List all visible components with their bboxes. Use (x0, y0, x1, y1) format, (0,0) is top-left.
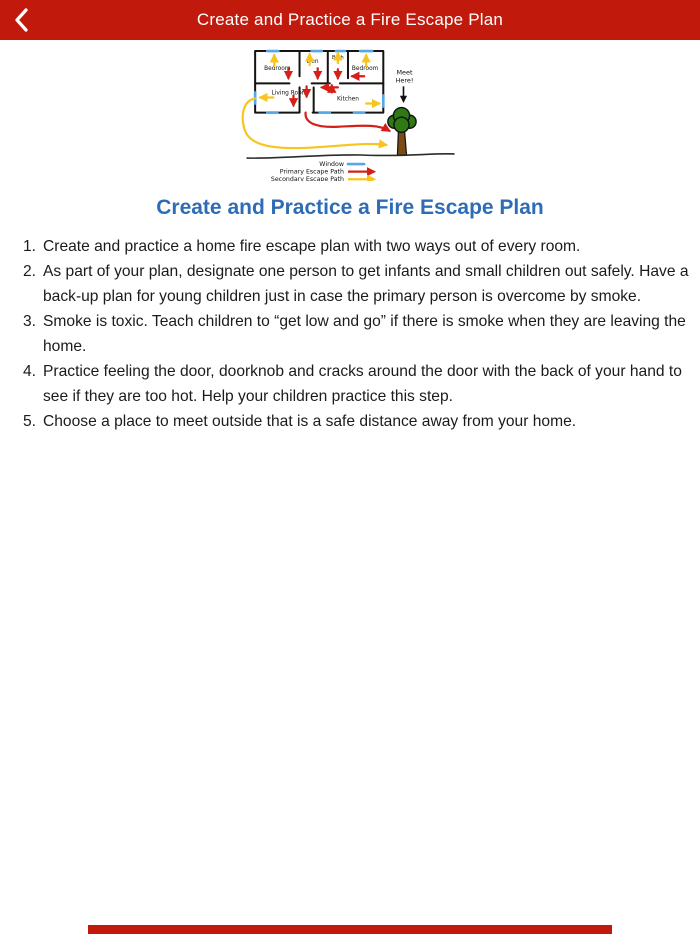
list-item (0, 359, 690, 409)
list-item-text: Practice feeling the door, doorknob and cracks around the door with the back of your hand to see if they are too hot. Help your children practice this step. (43, 363, 682, 406)
meet-here-label (396, 68, 414, 84)
nav-bar (0, 0, 700, 40)
list-item (0, 234, 690, 259)
tips-list (0, 234, 700, 434)
tree-icon (388, 108, 416, 155)
list-item-text: Choose a place to meet outside that is a safe distance away from your home. (43, 413, 577, 431)
list-item (0, 409, 690, 434)
back-button[interactable] (14, 0, 54, 40)
legend-secondary-label: Secondary Escape Path (270, 176, 344, 182)
chevron-left-icon (14, 8, 29, 32)
room-label-den: Den (306, 59, 319, 66)
list-item-text: Create and practice a home fire escape plan with two ways out of every room. (43, 238, 581, 256)
svg-text:Meet: Meet (396, 68, 413, 77)
list-item-text: Smoke is toxic. Teach children to “get low and go” if there is smoke when they are leaving the home. (43, 313, 686, 356)
list-item-number: 4. (22, 363, 36, 381)
escape-plan-image (241, 46, 459, 181)
ground-line (247, 154, 454, 158)
room-label-bath: Bath (332, 55, 344, 62)
list-item-number: 3. (22, 313, 36, 331)
list-item (0, 259, 690, 309)
list-item (0, 309, 690, 359)
plan-legend (271, 161, 344, 181)
legend-primary-label: Primary Escape Path (279, 168, 344, 176)
bottom-accent-bar (88, 925, 612, 934)
list-item-text: As part of your plan, designate one person to get infants and small children out safely. Have a back-up plan for young children just in case the primary person is overcome by smoke. (43, 263, 689, 306)
legend-window-label: Window (319, 161, 344, 169)
list-item-number: 5. (22, 413, 36, 431)
svg-text:Here!: Here! (395, 76, 414, 85)
room-label-kitchen: Kitchen (336, 96, 359, 103)
room-label-living-room: Living Room (271, 90, 308, 97)
room-label-bedroom-right: Bedroom (351, 66, 379, 73)
nav-title: Create and Practice a Fire Escape Plan (196, 10, 504, 29)
page-title: Create and Practice a Fire Escape Plan (156, 196, 544, 220)
list-item-number: 1. (22, 238, 36, 256)
list-item-number: 2. (22, 263, 36, 281)
floor-plan-illustration (241, 46, 459, 181)
room-label-bedroom-left: Bedroom (264, 66, 291, 73)
